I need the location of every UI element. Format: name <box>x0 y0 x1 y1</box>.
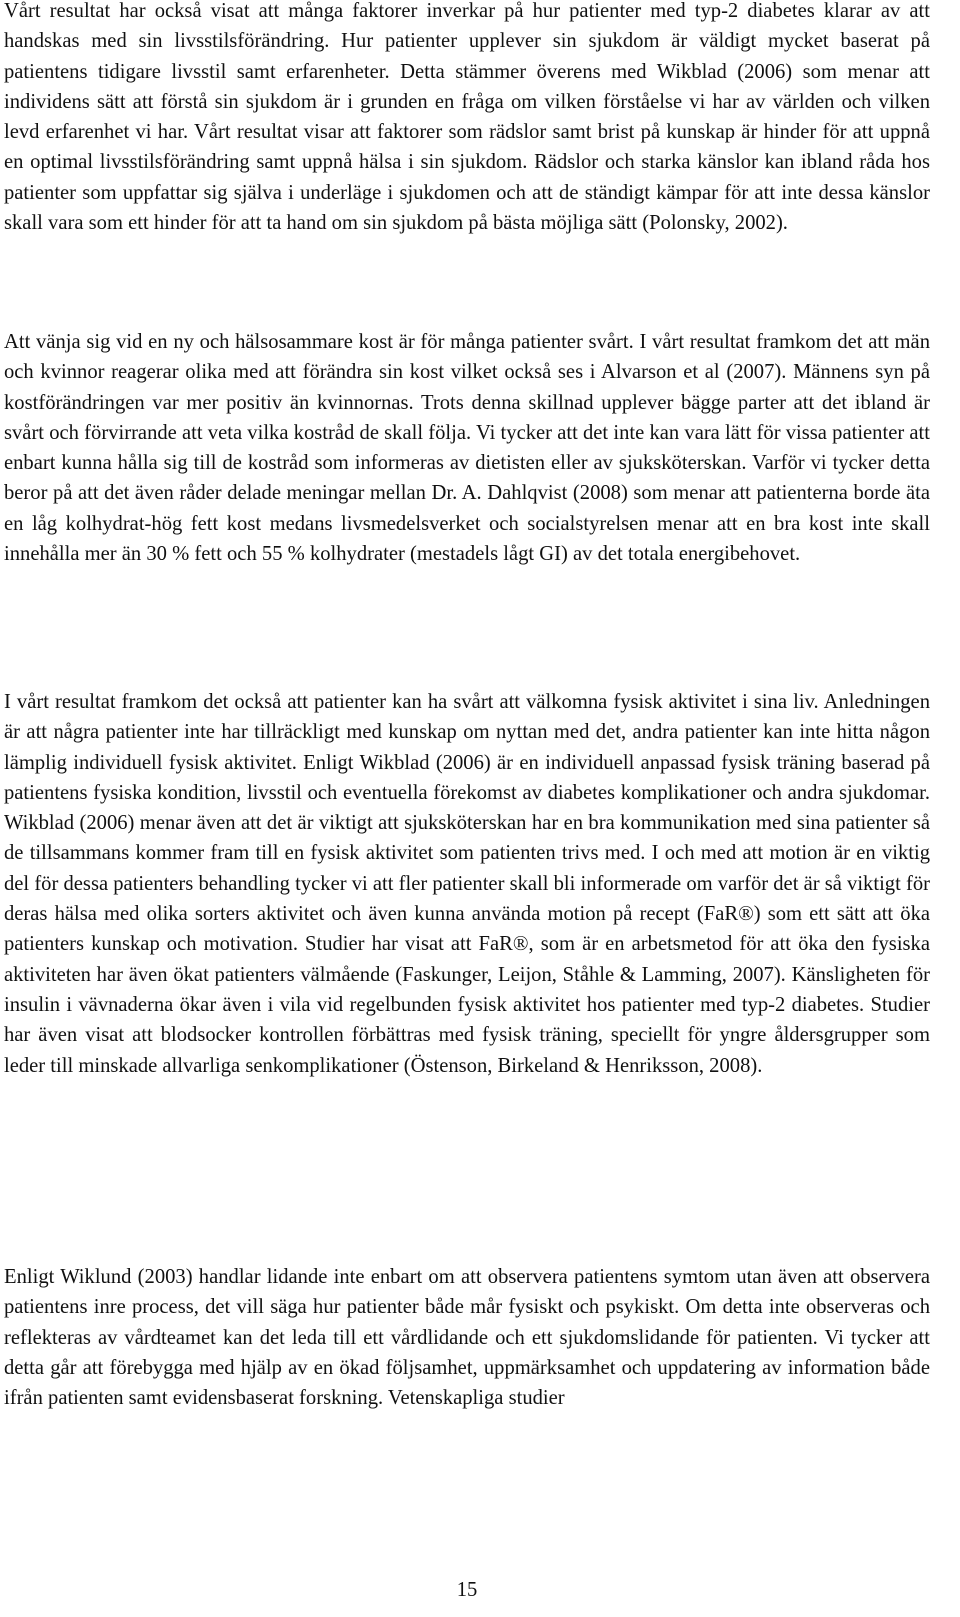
paragraph-4: Enligt Wiklund (2003) handlar lidande inte enbart om att observera patientens symtom utan även att observera patientens inre process, det vill säga hur patienter både mår fysiskt och psykiskt. Om detta inte observeras och reflekteras av vårdteamet kan det leda till ett vårdlidande och ett sjukdomslidande för patienten. Vi tycker att detta går att förebygga med hjälp av en ökad följsamhet, uppmärksamhet och uppdatering av information både ifrån patienten samt evidensbaserat forskning. Vetenskapliga studier <box>4 1266 930 1410</box>
page-number: 15 <box>456 1579 478 1601</box>
paragraph-1: Vårt resultat har också visat att många faktorer inverkar på hur patienter med typ-2 diabetes klarar av att handskas med sin livsstilsförändring. Hur patienter upplever sin sjukdom är väldigt mycket baserat på patientens tidigare livsstil samt erfarenheter. Detta stämmer överens med Wikblad (2006) som menar att individens sätt att förstå sin sjukdom är i grunden en fråga om vilken förståelse vi har av världen och vilken levd erfarenhet vi har. Vårt resultat visar att faktorer som rädslor samt brist på kunskap är hinder för att uppnå en optimal livsstilsförändring samt uppnå hälsa i sin sjukdom. Rädslor och starka känslor kan ibland råda hos patienter som uppfattar sig själva i underläge i sjukdomen och att de ständigt kämpar för att inte dessa känslor skall vara som ett hinder för att ta hand om sin sjukdom på bästa möjliga sätt (Polonsky, 2002). <box>4 0 930 235</box>
paragraph-3: I vårt resultat framkom det också att patienter kan ha svårt att välkomna fysisk aktivitet i sina liv. Anledningen är att några patienter inte har tillräckligt med kunskap om nyttan med det, andra patienter kan inte hitta någon lämplig individuell fysisk aktivitet. Enligt Wikblad (2006) är en individuell anpassad fysisk träning baserad på patientens fysiska kondition, livsstil och eventuella förekomst av diabetes komplikationer och andra sjukdomar. Wikblad (2006) menar även att det är viktigt att sjuksköterskan har en bra kommunikation med sina patienter så de tillsammans kommer fram till en fysisk aktivitet som patienten trivs med. I och med att motion är en viktig del för dessa patienters behandling tycker vi att fler patienter skall bli informerade om varför det är så viktigt för deras hälsa med olika sorters aktivitet och även kunna använda motion på recept (FaR®) som ett sätt att öka patienters kunskap och motivation. Studier har visat att FaR®, som är en arbetsmetod för att öka den fysiska aktiviteten har även ökat patienters välmående (Faskunger, Leijon, Ståhle & Lamming, 2007). Känsligheten för insulin i vävnaderna ökar även i vila vid regelbunden fysisk aktivitet hos patienter med typ-2 diabetes. Studier har även visat att blodsocker kontrollen förbättras med fysisk träning, speciellt för yngre åldersgrupper som leder till minskade allvarliga senkomplikationer (Östenson, Birkeland & Henriksson, 2008). <box>4 691 930 1077</box>
document-page <box>4 0 930 1617</box>
paragraph-2: Att vänja sig vid en ny och hälsosammare kost är för många patienter svårt. I vårt resultat framkom det att män och kvinnor reagerar olika med att förändra sin kost vilket också ses i Alvarson et al (2007). Männens syn på kostförändringen var mer positiv än kvinnornas. Trots denna skillnad upplever bägge parter att det ibland är svårt och förvirrande att veta vilka kostråd de skall följa. Vi tycker att det inte kan vara lätt för vissa patienter att enbart kunna hålla sig till de kostråd som informeras av dietisten eller av sjuksköterskan. Varför vi tycker detta beror på att det även råder delade meningar mellan Dr. A. Dahlqvist (2008) som menar att patienterna borde äta en låg kolhydrat-hög fett kost medans livsmedelsverket och socialstyrelsen menar att en bra kost inte skall innehålla mer än 30 % fett och 55 % kolhydrater (mestadels lågt GI) av det totala energibehovet. <box>4 331 930 566</box>
